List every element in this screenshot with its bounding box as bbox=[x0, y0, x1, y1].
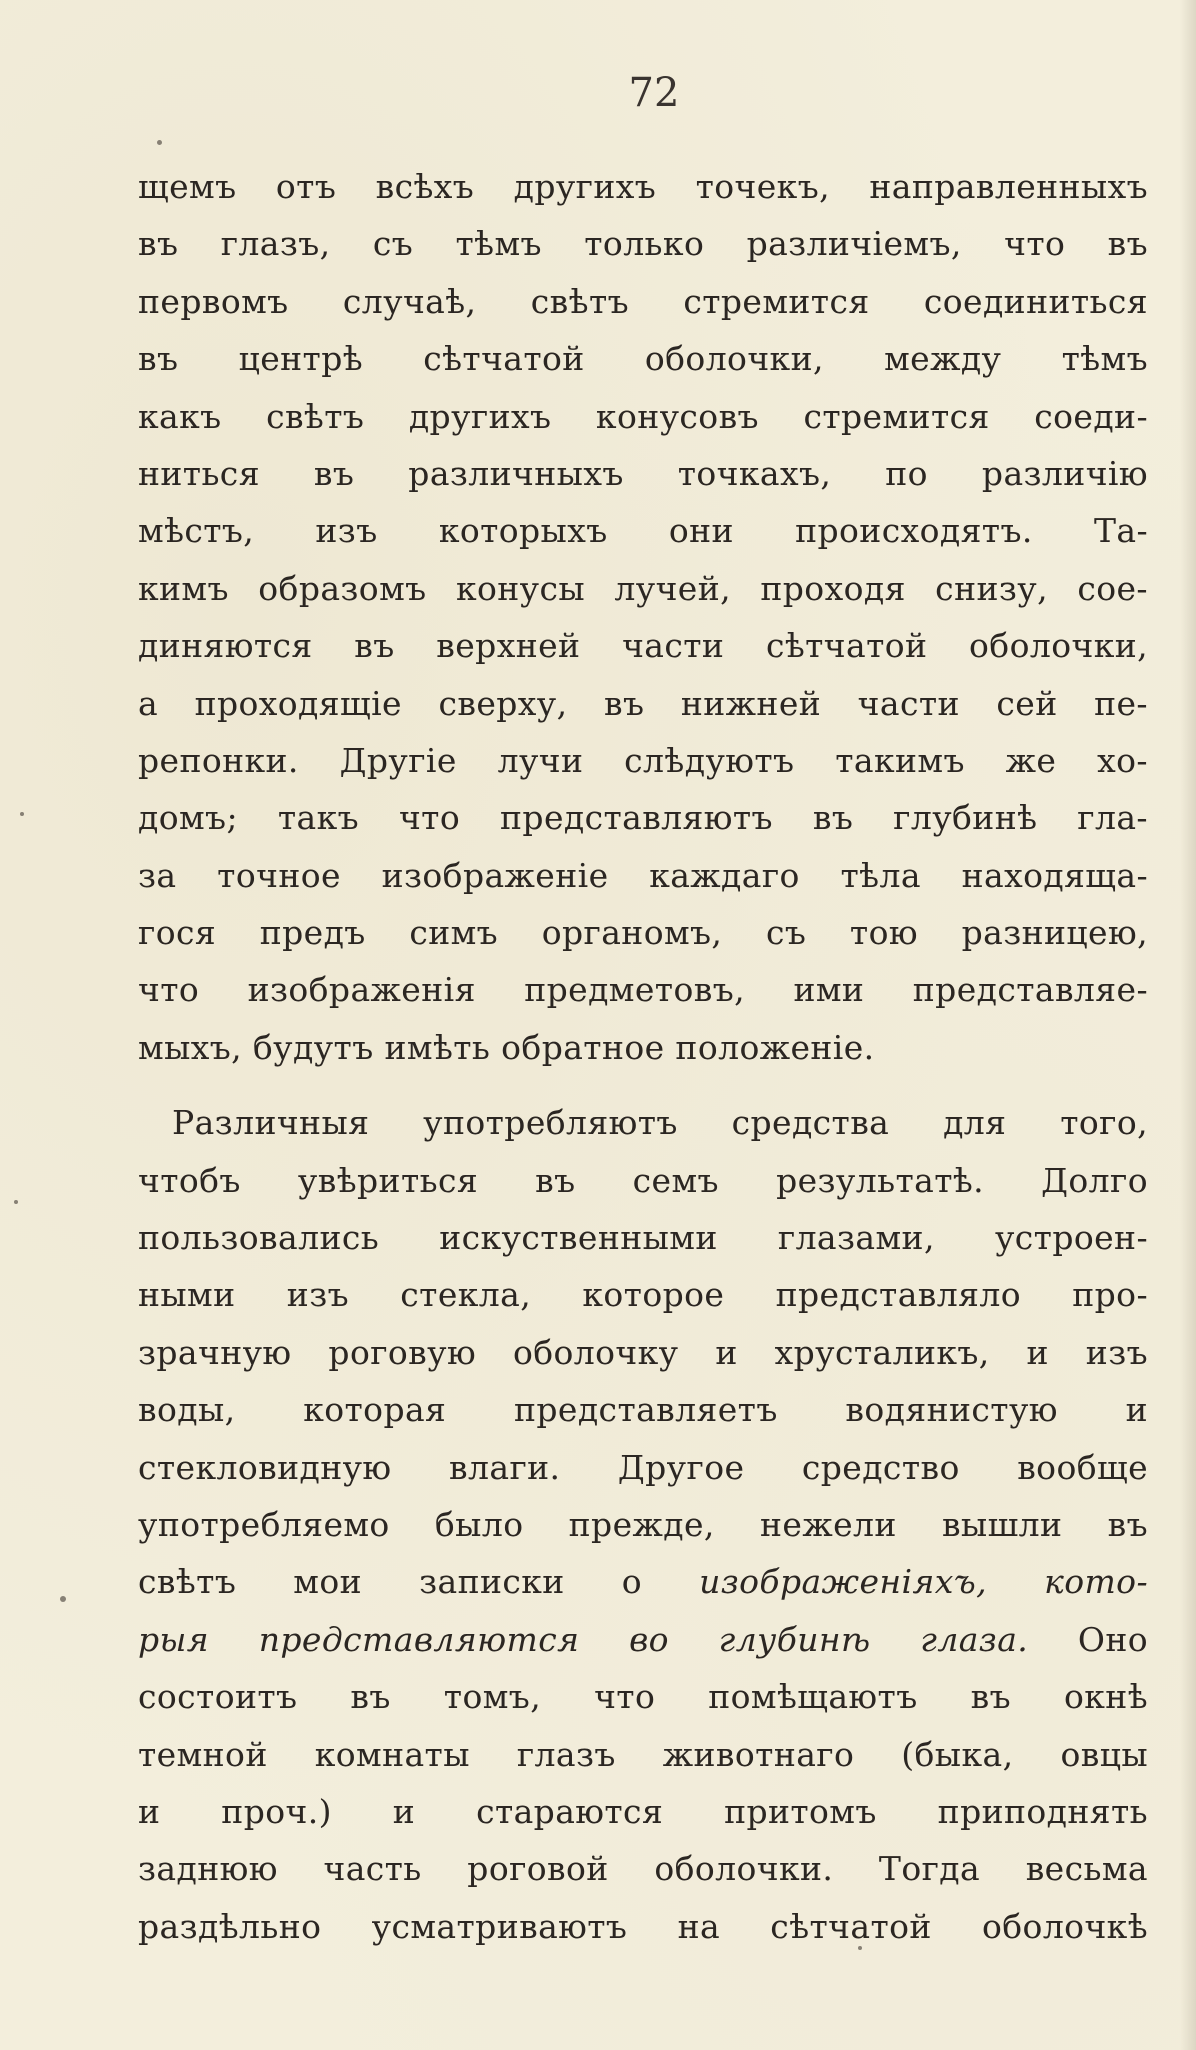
page-edge-shadow bbox=[1180, 0, 1196, 2050]
print-speck bbox=[14, 1200, 18, 1204]
text-line: какъ свѣтъ другихъ конусовъ стремится соеди- bbox=[138, 396, 1148, 436]
text-line: первомъ случаѣ, свѣтъ стремится соединиться bbox=[138, 281, 1148, 321]
text-run: Оно bbox=[1077, 1619, 1149, 1659]
text-line: мѣстъ, изъ которыхъ они происходятъ. Та- bbox=[138, 511, 1148, 551]
text-line-mixed bbox=[138, 1611, 1148, 1668]
text-line: зрачную роговую оболочку и хрусталикъ, и изъ bbox=[138, 1332, 1148, 1372]
body-text bbox=[138, 158, 1148, 1955]
print-speck bbox=[20, 812, 24, 816]
print-speck bbox=[157, 140, 162, 145]
text-line: домъ; такъ что представляютъ въ глубинѣ гла- bbox=[138, 798, 1148, 838]
text-line: ными изъ стекла, которое представляло про- bbox=[138, 1275, 1148, 1315]
text-line-mixed bbox=[138, 1553, 1148, 1610]
text-run: свѣтъ мои записки о bbox=[138, 1562, 643, 1602]
page-number: 72 bbox=[628, 70, 680, 116]
text-line: пользовались искуственными глазами, устроен- bbox=[138, 1218, 1148, 1258]
print-speck bbox=[60, 1596, 66, 1602]
text-line: мыхъ, будутъ имѣть обратное положеніе. bbox=[138, 1027, 875, 1067]
text-line: стекловидную влаги. Другое средство вообще bbox=[138, 1447, 1148, 1487]
text-line: а проходящіе сверху, въ нижней части сей пе- bbox=[138, 683, 1148, 723]
text-line: раздѣльно усматриваютъ на сѣтчатой оболочкѣ bbox=[138, 1906, 1148, 1946]
text-line: въ глазъ, съ тѣмъ только различіемъ, что въ bbox=[138, 224, 1148, 264]
text-line: воды, которая представляетъ водянистую и bbox=[138, 1390, 1148, 1430]
italic-title-run: изображеніяхъ, кото- bbox=[699, 1562, 1148, 1602]
text-line: чтобъ увѣриться въ семъ результатѣ. Долго bbox=[138, 1160, 1148, 1200]
text-line: щемъ отъ всѣхъ другихъ точекъ, направленныхъ bbox=[138, 167, 1148, 206]
paragraph-2 bbox=[138, 1094, 1148, 1955]
text-line: что изображенія предметовъ, ими представляе- bbox=[138, 970, 1148, 1010]
text-line: кимъ образомъ конусы лучей, проходя снизу, сое- bbox=[138, 568, 1148, 608]
text-line: диняются въ верхней части сѣтчатой оболочки, bbox=[138, 626, 1148, 666]
text-line: гося предъ симъ органомъ, съ тою разницею, bbox=[138, 913, 1148, 953]
text-line: репонки. Другіе лучи слѣдуютъ такимъ же хо- bbox=[138, 740, 1148, 780]
text-line: и проч.) и стараются притомъ приподнять bbox=[138, 1791, 1148, 1831]
text-line: въ центрѣ сѣтчатой оболочки, между тѣмъ bbox=[138, 339, 1148, 379]
italic-title-run: рыя представляются во глубинѣ глаза. bbox=[138, 1619, 1029, 1659]
text-line: состоитъ въ томъ, что помѣщаютъ въ окнѣ bbox=[138, 1677, 1148, 1717]
text-line: темной комнаты глазъ животнаго (быка, овцы bbox=[138, 1734, 1148, 1774]
text-line: ниться въ различныхъ точкахъ, по различію bbox=[138, 453, 1148, 493]
text-line: заднюю часть роговой оболочки. Тогда весьма bbox=[138, 1849, 1148, 1889]
text-line: Различныя употребляютъ средства для того, bbox=[172, 1103, 1148, 1143]
text-line: за точное изображеніе каждаго тѣла находяща- bbox=[138, 855, 1148, 895]
text-line: употребляемо было прежде, нежели вышли въ bbox=[138, 1504, 1148, 1544]
paragraph-1 bbox=[138, 158, 1148, 1076]
